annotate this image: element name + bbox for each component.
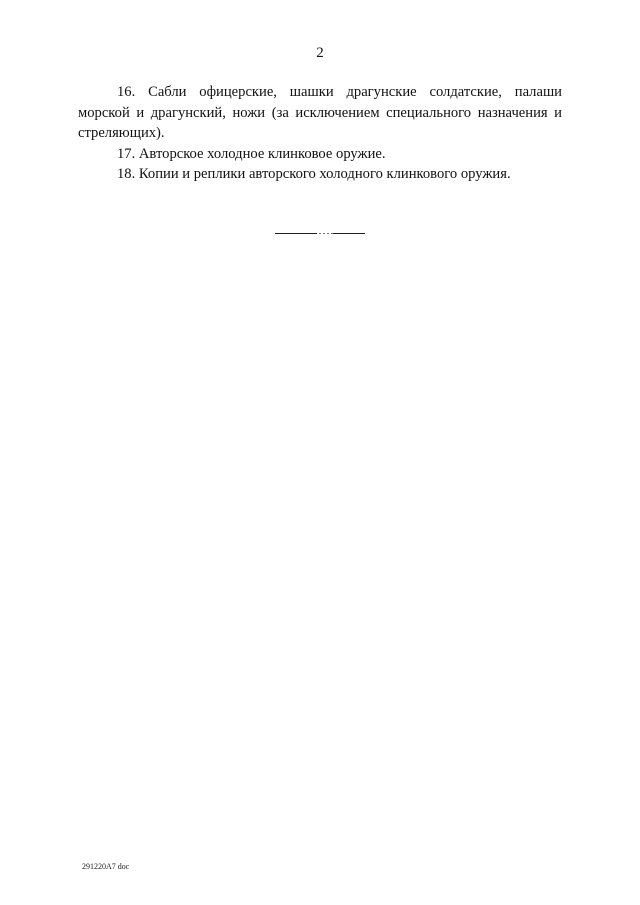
end-of-document-rule (275, 233, 365, 234)
list-item-16: 16. Сабли офицерские, шашки драгунские солдатские, палаши морской и драгунский, ножи (за исключением специального назначения и стреляющих). (78, 84, 562, 141)
list-item-18: 18. Копии и реплики авторского холодного клинкового оружия. (117, 166, 511, 182)
footer-file-name: 291220А7 doc (82, 862, 130, 871)
page-number: 2 (316, 45, 324, 61)
rule-dotted-segment (317, 233, 333, 234)
document-body (78, 82, 562, 185)
list-item-17: 17. Авторское холодное клинковое оружие. (117, 145, 386, 162)
